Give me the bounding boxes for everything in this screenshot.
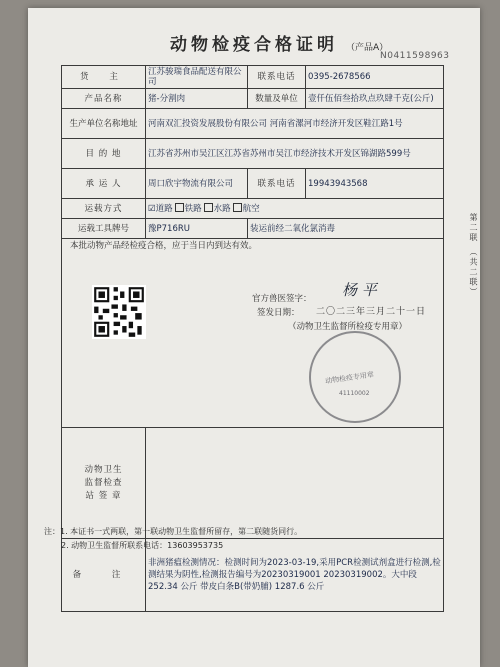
vet-signature: 杨 平 — [342, 281, 377, 299]
transport-road-option: ☑道路 — [148, 204, 173, 214]
certificate-type: （产品A） — [346, 43, 389, 53]
carrier-value: 周口欣宇物流有限公司 — [146, 169, 248, 199]
stamp-text: 动物检疫专用章 — [324, 370, 375, 386]
footnote-1: 注：1. 本证书一式两联，第一联动物卫生监督所留存，第二联随货同行。 — [44, 527, 303, 536]
destination-value: 江苏省苏州市吴江区江苏省苏州市吴江市经济技术开发区锦湖路599号 — [146, 139, 444, 169]
transport-label: 运载方式 — [62, 199, 146, 219]
shipper-label: 货 主 — [62, 66, 146, 89]
footnote-2: 2. 动物卫生监督所联系电话：13603953735 — [61, 541, 224, 550]
shipper-phone-label: 联系电话 — [248, 66, 306, 89]
transport-rail-option: 铁路 — [184, 204, 202, 214]
plate-label: 运载工具牌号 — [62, 219, 146, 239]
producer-label: 生产单位名称地址 — [62, 109, 146, 139]
carrier-label: 承 运 人 — [62, 169, 146, 199]
product-label: 产品名称 — [62, 89, 146, 109]
checkbox-icon — [204, 203, 213, 212]
supervision-label-cell — [62, 428, 146, 539]
plate-value: 豫P716RU — [146, 219, 248, 239]
producer-value: 河南双汇投资发展股份有限公司 河南省漯河市经济开发区鞋江路1号 — [146, 109, 444, 139]
transport-water-option: 水路 — [213, 204, 231, 214]
carrier-phone-label: 联系电话 — [248, 169, 306, 199]
official-stamp — [309, 331, 401, 423]
certificate-title: 动物检疫合格证明 — [170, 35, 338, 55]
checkbox-icon — [175, 203, 184, 212]
certificate-paper — [28, 8, 480, 667]
notes-text: 非洲猪瘟检测情况：检测时间为2023-03-19,采用PCR检测试剂盒进行检测,检测结果为阴性,检测报告编号为20230319001 20230319002。大中段 252.34 公斤 带皮白条B(带奶脯) 1287.6 公斤 — [146, 539, 444, 612]
supervision-label-1: 动物卫生 — [84, 464, 123, 475]
destination-label: 目 的 地 — [62, 139, 146, 169]
product-value: 猪-分割肉 — [146, 89, 248, 109]
copy-indicator: 第二联 （共二联） — [469, 213, 478, 298]
quantity-label: 数量及单位 — [248, 89, 306, 109]
transport-air-option: 航空 — [242, 204, 260, 214]
transport-options — [146, 199, 444, 219]
shipper-phone: 0395-2678566 — [306, 66, 444, 89]
certification-statement: 本批动物产品经检疫合格，应于当日内到达有效。 — [70, 241, 258, 251]
certification-section — [62, 239, 444, 428]
vet-signature-label: 官方兽医签字： — [252, 294, 312, 304]
seal-note: （动物卫生监督所检疫专用章） — [288, 322, 408, 332]
issue-date: 二〇二三年三月二十一日 — [316, 307, 427, 317]
quantity-value: 壹仟伍佰叁拾玖点玖肆千克(公斤) — [306, 89, 444, 109]
issue-date-label: 签发日期： — [257, 308, 300, 318]
stamp-number: 41110002 — [339, 390, 370, 397]
supervision-stamp-area — [146, 428, 444, 539]
notes-label: 备 注 — [62, 539, 146, 612]
carrier-phone: 19943943568 — [306, 169, 444, 199]
checkbox-icon — [233, 203, 242, 212]
supervision-label-3: 站 签 章 — [85, 490, 122, 501]
qr-code-icon — [92, 285, 146, 339]
disinfection-note: 装运前经二氧化氯消毒 — [248, 219, 444, 239]
serial-number: N0411598963 — [380, 51, 450, 61]
shipper-value: 江苏骏瑞食品配送有限公司 — [146, 66, 248, 89]
supervision-label-2: 监督检查 — [84, 477, 123, 488]
